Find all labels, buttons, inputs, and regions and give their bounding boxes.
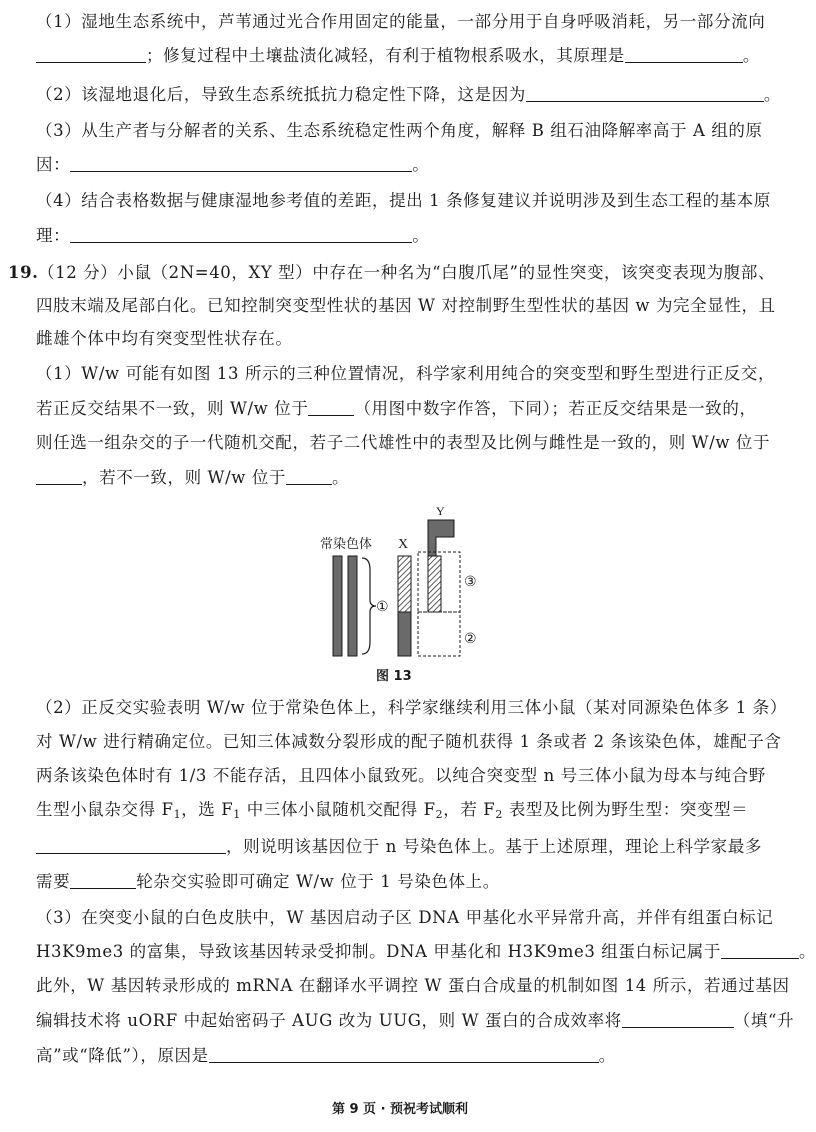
- answer-blank[interactable]: [70, 873, 136, 889]
- region-1-label: ①: [376, 599, 389, 615]
- text: ，若 F: [443, 800, 496, 819]
- text: （2）正反交实验表明 W/w 位于常染色体上，科学家继续利用三体小鼠（某对同源染色体多 1 条）: [36, 698, 787, 717]
- q18-part2-line: [36, 84, 781, 106]
- text: （2）该湿地退化后，导致生态系统抵抗力稳定性下降，这是因为: [36, 85, 526, 104]
- q18-part3-line2: [36, 154, 781, 176]
- q19-part3-line4: [36, 1010, 795, 1032]
- text: 。: [799, 942, 816, 961]
- subscript: 1: [233, 808, 241, 821]
- q19-part3-line2: [36, 941, 816, 963]
- text: 。: [598, 1046, 616, 1065]
- question-number: [8, 262, 38, 284]
- subscript: 2: [435, 808, 444, 821]
- text: 表型及比例为野生型：突变型＝: [502, 800, 749, 819]
- text: 。: [763, 85, 782, 104]
- text: 轮杂交实验即可确定 W/w 位于 1 号染色体上。: [136, 872, 500, 891]
- text: （3）在突变小鼠的白色皮肤中，W 基因启动子区 DNA 甲基化水平异常升高，并伴有组蛋白标记: [36, 908, 774, 927]
- answer-blank[interactable]: [70, 156, 412, 172]
- autosome-label: 常染色体: [320, 536, 373, 551]
- text: （1）W/w 可能有如图 13 所示的三种位置情况，科学家利用纯合的突变型和野生型进行正反交，: [36, 364, 776, 383]
- figure-13-caption: 图 13: [376, 669, 412, 684]
- q19-part2-line5: [36, 836, 781, 858]
- q19-part2-line6: [36, 871, 781, 893]
- text: （用图中数字作答，下同）；若正反交结果是一致的，: [354, 399, 757, 418]
- answer-blank[interactable]: [36, 47, 146, 63]
- text: ，选 F: [181, 800, 234, 819]
- answer-blank[interactable]: [526, 86, 764, 102]
- text: 理：: [36, 226, 71, 245]
- text: （1）湿地生态系统中，芦苇通过光合作用固定的能量，一部分用于自身呼吸消耗，另一部分流向: [36, 12, 766, 31]
- text: H3K9me3 的富集，导致该基因转录受抑制。DNA 甲基化和 H3K9me3 组蛋白标记属于: [36, 942, 722, 961]
- q19-part2-line2: [36, 731, 781, 753]
- x-chromosome-differential-segment: [398, 612, 411, 656]
- answer-blank[interactable]: [286, 469, 332, 485]
- answer-blank[interactable]: [70, 227, 412, 243]
- q19-stem-line2: [36, 295, 781, 317]
- text: （12 分）小鼠（2N=40，XY 型）中存在一种名为“白腹爪尾”的显性突变，该突变表现为腹部、: [38, 263, 776, 282]
- text: 编辑技术将 uORF 中起始密码子 AUG 改为 UUG，则 W 蛋白的合成效率将: [36, 1011, 622, 1030]
- q18-part4-line1: [36, 190, 781, 212]
- q19-part1-line4: [36, 467, 781, 489]
- q19-part1-line1: [36, 363, 781, 385]
- text: 四肢末端及尾部白化。已知控制突变型性状的基因 W 对控制野生型性状的基因 w 为完全显性，且: [36, 296, 776, 315]
- text: 雌雄个体中均有突变型性状存在。: [36, 329, 293, 348]
- q18-part4-line2: [36, 225, 781, 247]
- answer-blank[interactable]: [36, 838, 226, 854]
- subscript: 2: [495, 808, 503, 821]
- text: 生型小鼠杂交得 F: [36, 800, 174, 819]
- q19-part2-line3: [36, 765, 781, 787]
- q19-part3-line1: [36, 907, 781, 929]
- autosome-left: [333, 556, 342, 656]
- autosome-brace: [362, 558, 376, 654]
- text: 高”或“降低”），原因是: [36, 1046, 209, 1065]
- text: 对 W/w 进行精确定位。已知三体减数分裂形成的配子随机获得 1 条或者 2 条该染色体，雄配子含: [36, 732, 782, 751]
- q19-part2-line1: [36, 697, 787, 719]
- subscript: 1: [173, 808, 182, 821]
- text: 。: [332, 468, 350, 487]
- text: 则任选一组杂交的子一代随机交配，若子二代雄性中的表型及比例与雌性是一致的，则 W/w 位于: [36, 433, 771, 452]
- text: （3）从生产者与分解者的关系、生态系统稳定性两个角度，解释 B 组石油降解率高于 A 组的原: [36, 121, 763, 140]
- text: ，若不一致，则 W/w 位于: [82, 468, 287, 487]
- q18-part1-line2: [36, 45, 781, 67]
- answer-blank[interactable]: [721, 943, 799, 959]
- region-2-box: [418, 612, 460, 656]
- x-chromosome-homologous-segment: [398, 556, 411, 612]
- q18-part1-line1: [36, 11, 781, 33]
- region-3-label: ③: [464, 574, 477, 590]
- text: 19.: [8, 263, 39, 282]
- answer-blank[interactable]: [622, 1012, 734, 1028]
- text: 需要: [36, 872, 71, 891]
- text: 若正反交结果不一致，则 W/w 位于: [36, 399, 309, 418]
- text: ，则说明该基因位于 n 号染色体上。基于上述原理，理论上科学家最多: [226, 837, 762, 856]
- y-chromosome-homologous-segment: [428, 556, 441, 612]
- answer-blank[interactable]: [209, 1047, 599, 1063]
- q19-stem-line1: [38, 262, 783, 284]
- text: 中三体小鼠随机交配得 F: [240, 800, 436, 819]
- q19-stem-line3: [36, 328, 781, 350]
- region-2-label: ②: [464, 631, 477, 647]
- answer-blank[interactable]: [308, 400, 354, 416]
- q19-part1-line2: [36, 398, 781, 420]
- text: 此外，W 基因转录形成的 mRNA 在翻译水平调控 W 蛋白合成量的机制如图 14 所示，若通过基因: [36, 976, 790, 995]
- q18-part3-line1: [36, 120, 781, 142]
- q19-part3-line3: [36, 975, 790, 997]
- text: 。: [742, 46, 760, 65]
- answer-blank[interactable]: [36, 469, 82, 485]
- q19-part2-line4: [36, 799, 781, 821]
- text: 。: [412, 155, 430, 174]
- x-chromosome-label: X: [398, 537, 409, 552]
- text: 两条该染色体时有 1/3 不能存活，且四体小鼠致死。以纯合突变型 n 号三体小鼠为母本与纯合野: [36, 766, 766, 785]
- q19-part3-line5: [36, 1045, 781, 1067]
- figure-13-chromosome-diagram: [318, 500, 498, 690]
- q19-part1-line3: [36, 432, 781, 454]
- answer-blank[interactable]: [625, 47, 743, 63]
- autosome-right: [348, 556, 357, 656]
- text: 。: [412, 226, 430, 245]
- y-chromosome-label: Y: [436, 504, 445, 518]
- text: （4）结合表格数据与健康湿地参考值的差距，提出 1 条修复建议并说明涉及到生态工程的基本原: [36, 191, 771, 210]
- text: ；修复过程中土壤盐渍化减轻，有利于植物根系吸水，其原理是: [146, 46, 625, 65]
- text: 因：: [36, 155, 71, 174]
- page-footer: 第 9 页 · 预祝考试顺利: [331, 1102, 469, 1117]
- text: （填“升: [733, 1011, 795, 1030]
- y-chromosome-differential-segment: [428, 520, 454, 556]
